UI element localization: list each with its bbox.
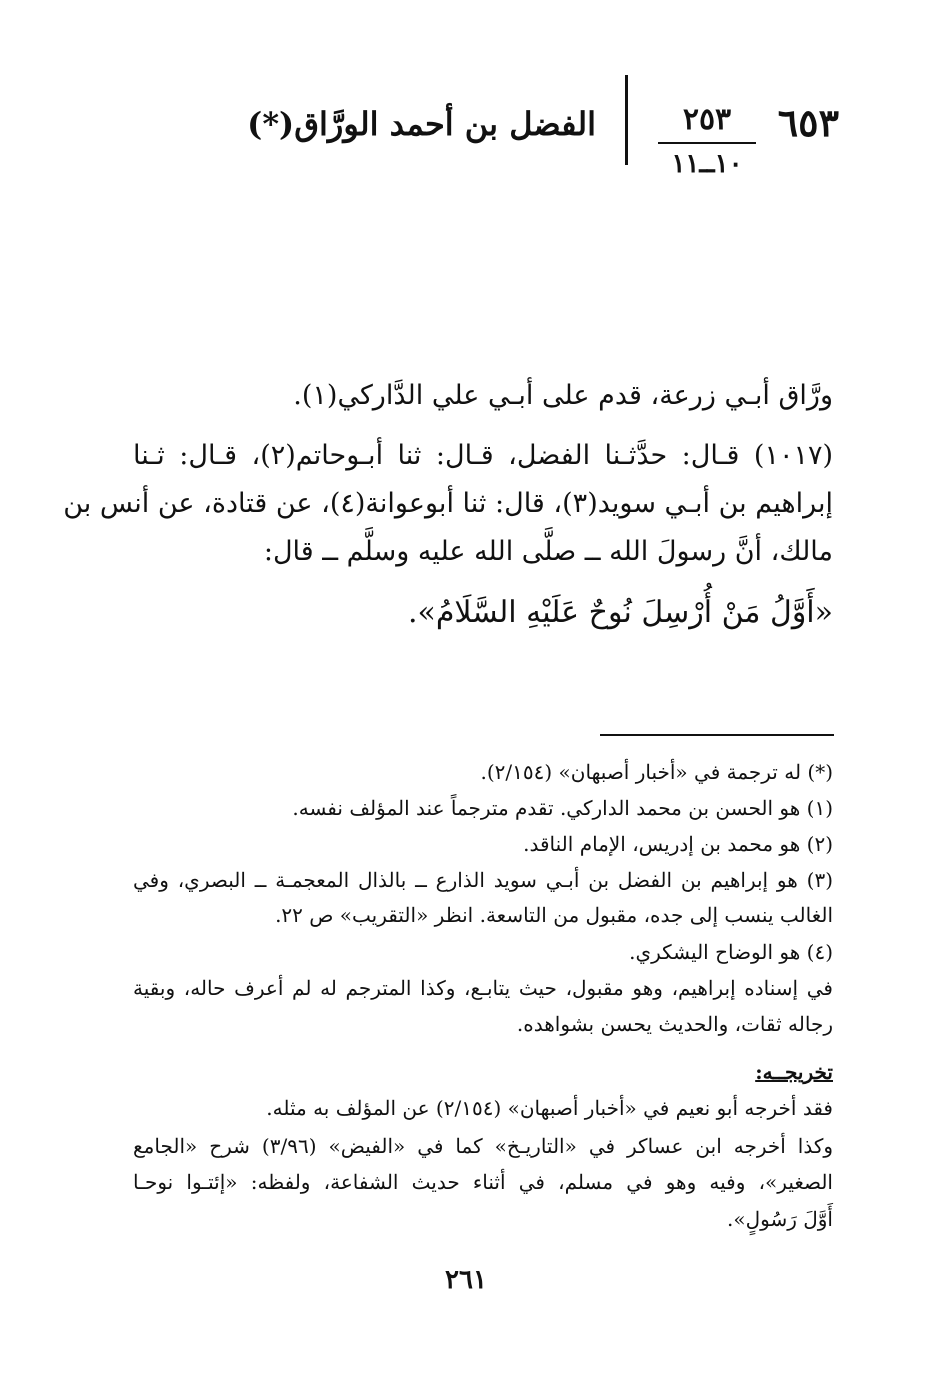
body-line-hadith-1: (١٠١٧) قـال: حدَّثـنا الفضل، قـال: ثنا أبـوحاتم(٢)، قـال: ثـنا	[133, 440, 833, 471]
entry-number: ٦٥٣	[777, 100, 839, 145]
footnote-1: (١) هو الحسن بن محمد الداركي. تقدم مترجماً عند المؤلف نفسه.	[292, 796, 833, 820]
takhrij-line-4: أَوَّلَ رَسُولٍ».	[727, 1207, 833, 1231]
reference-top: ٢٥٣	[682, 102, 732, 137]
body-line-intro: ورَّاق أبـي زرعة، قدم على أبـي علي الدَّاركي(١).	[293, 380, 833, 411]
isnad-note-line-2: رجاله ثقات، والحديث يحسن بشواهده.	[516, 1012, 833, 1036]
fraction-rule	[658, 142, 756, 144]
takhrij-heading: تخريجــه:	[755, 1060, 833, 1084]
body-line-hadith-3: مالك، أنَّ رسولَ الله ــ صلَّى الله عليه وسلَّم ــ قال:	[263, 536, 833, 567]
isnad-note-line-1: في إسناده إبراهيم، وهو مقبول، حيث يتابـع، وكذا المترجم له لم أعرف حاله، وبقية	[133, 976, 833, 1000]
footnote-4: (٤) هو الوضاح اليشكري.	[629, 940, 833, 964]
entry-title: الفضل بن أحمد الورَّاق(*)	[247, 105, 596, 143]
hadith-text: «أَوَّلُ مَنْ أُرْسِلَ نُوحٌ عَلَيْهِ السَّلَامُ».	[407, 595, 833, 630]
takhrij-line-2: وكذا أخرجه ابن عساكر في «التاريـخ» كما في «الفيض» (٣/٩٦) شرح «الجامع	[133, 1134, 834, 1158]
takhrij-line-3: الصغير»، وفيه وهو في مسلم، في أثناء حديث الشفاعة، ولفظه: «إئتـوا نوحـا	[133, 1170, 833, 1194]
header-divider	[625, 75, 628, 165]
footnote-3-line-2: الغالب ينسب إلى جده، مقبول من التاسعة. انظر «التقريب» ص ٢٢.	[275, 903, 833, 927]
footnote-separator	[600, 734, 834, 736]
takhrij-line-1: فقد أخرجه أبو نعيم في «أخبار أصبهان» (٢/١٥٤) عن المؤلف به مثله.	[266, 1096, 833, 1120]
body-line-hadith-2: إبراهيم بن أبـي سويد(٣)، قال: ثنا أبوعوانة(٤)، عن قتادة، عن أنس بن	[63, 488, 833, 519]
footnote-3-line-1: (٣) هو إبراهيم بن الفضل بن أبـي سويد الذارع ــ بالذال المعجمـة ــ البصري، وفي	[133, 868, 833, 892]
footnote-star: (*) له ترجمة في «أخبار أصبهان» (٢/١٥٤).	[480, 760, 833, 784]
reference-bottom: ١٠ــ١١	[671, 149, 743, 179]
footnote-2: (٢) هو محمد بن إدريس، الإمام الناقد.	[523, 832, 833, 856]
page-number: ٢٦١	[445, 1265, 487, 1295]
